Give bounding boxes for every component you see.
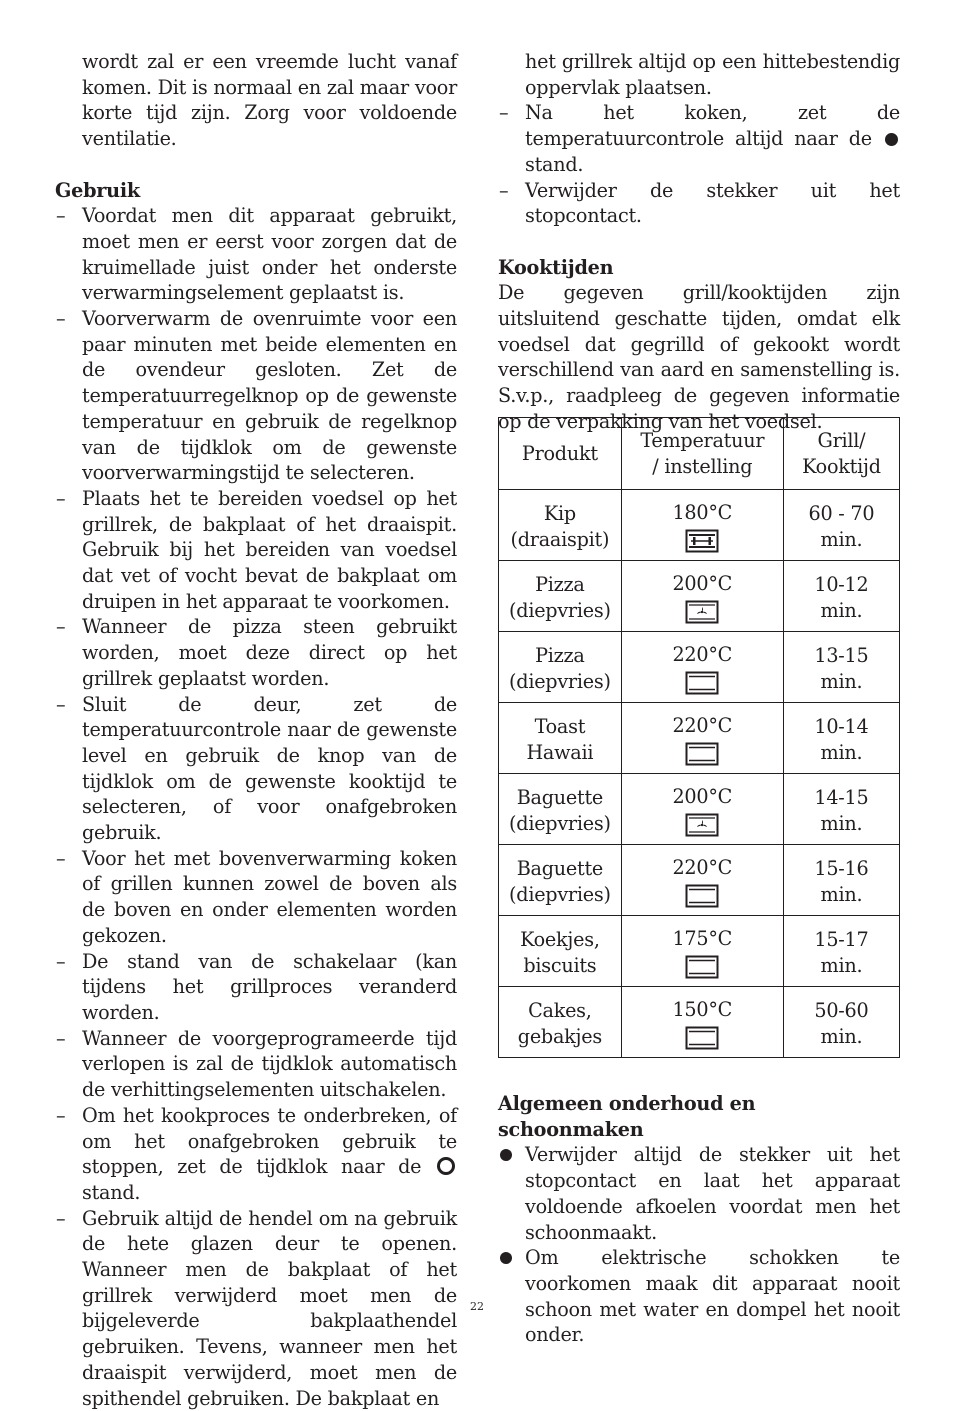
continuation-paragraph: het grillrek altijd op een hittebestendig oppervlak plaatsen. xyxy=(525,50,900,99)
cell-temperature xyxy=(621,845,783,916)
list-item: – Wanneer de voorgeprogrameerde tijd verlopen is zal de tijdklok automatisch de verhittingselementen uitschakelen. xyxy=(56,1026,457,1102)
gebruik-heading: Gebruik xyxy=(55,178,140,202)
cell-temperature xyxy=(621,987,783,1058)
table-row xyxy=(499,845,900,916)
kooktijden-paragraph: De gegeven grill/kooktijden zijn uitsluitend geschatte tijden, omdat elk voedsel dat gegrilld of gekookt wordt verschillend van aard en samenstelling is. S.v.p., raadpleeg de gegeven informatie op de verpakking van het voedsel. xyxy=(498,281,900,433)
bullet-icon xyxy=(500,1252,512,1264)
list-item: – De stand van de schakelaar (kan tijdens het grillproces veranderd worden. xyxy=(56,949,457,1024)
table-row xyxy=(499,987,900,1058)
cell-product: Toast Hawaii xyxy=(499,703,622,774)
table-row xyxy=(499,490,900,561)
cell-product: Pizza (diepvries) xyxy=(499,561,622,632)
page-number: 22 xyxy=(470,1300,484,1313)
list-item: – Om het kookproces te onderbreken, of om het onafgebroken gebruik te stoppen, zet de tijdklok naar de stand. xyxy=(56,1103,457,1204)
temperature-value: 220°C xyxy=(672,643,733,666)
table-row xyxy=(499,916,900,987)
cell-temperature xyxy=(621,703,783,774)
cell-time: 10-14 min. xyxy=(783,703,899,774)
convection-fan-icon xyxy=(622,813,783,844)
cell-product: Baguette (diepvries) xyxy=(499,774,622,845)
temperature-value: 200°C xyxy=(672,572,733,595)
list-item: – Verwijder de stekker uit het stopcontact. xyxy=(499,178,900,228)
cell-product: Cakes, gebakjes xyxy=(499,987,622,1058)
list-item: – Na het koken, zet de temperatuurcontrole altijd naar de stand. xyxy=(499,101,900,176)
top-bottom-heat-icon xyxy=(622,955,783,986)
cell-product: Pizza (diepvries) xyxy=(499,632,622,703)
top-bottom-heat-icon xyxy=(622,1026,783,1057)
cell-temperature xyxy=(621,632,783,703)
list-item: – Plaats het te bereiden voedsel op het grillrek, de bakplaat of het draaispit. Gebruik bij het bereiden van voedsel dat vet of vocht bevat de bakplaat om druipen in het apparaat te voorkomen. xyxy=(56,486,457,613)
temperature-value: 220°C xyxy=(672,856,733,879)
maintenance-list xyxy=(498,1142,900,1348)
cell-product: Kip (draaispit) xyxy=(499,490,622,561)
cell-time: 50-60 min. xyxy=(783,987,899,1058)
cell-temperature xyxy=(621,916,783,987)
cell-temperature xyxy=(621,774,783,845)
table-row xyxy=(499,703,900,774)
right-column xyxy=(498,49,900,435)
header-temperature: Temperatuur / instelling xyxy=(621,418,783,490)
off-position-dot-icon xyxy=(885,133,898,146)
cell-temperature xyxy=(621,561,783,632)
temperature-value: 180°C xyxy=(672,501,733,524)
gebruik-list xyxy=(55,203,457,1411)
cell-temperature xyxy=(621,490,783,561)
list-item: – Voor het met bovenverwarming koken of grillen kunnen zowel de boven als de boven en onder elementen worden gekozen. xyxy=(56,846,457,947)
cell-time: 60 - 70 min. xyxy=(783,490,899,561)
cell-time: 10-12 min. xyxy=(783,561,899,632)
cell-time: 15-16 min. xyxy=(783,845,899,916)
rotisserie-icon xyxy=(622,529,783,560)
cell-time: 14-15 min. xyxy=(783,774,899,845)
intro-paragraph: wordt zal er een vreemde lucht vanaf komen. Dit is normaal en zal maar voor korte tijd zijn. Zorg voor voldoende ventilatie. xyxy=(82,50,457,151)
header-product: Produkt xyxy=(499,418,622,490)
temperature-value: 150°C xyxy=(672,998,733,1021)
top-bottom-heat-icon xyxy=(622,884,783,915)
list-item: – Wanneer de pizza steen gebruikt worden, moet deze direct op het grillrek geplaatst worden. xyxy=(56,615,457,690)
maintenance-heading: Algemeen onderhoud en schoonmaken xyxy=(498,1092,756,1141)
list-item: – Sluit de deur, zet de temperatuurcontrole naar de gewenste level en gebruik de knop van de tijdklok om de gewenste kooktijd te selecteren, of voor onafgebroken gebruik. xyxy=(56,692,457,845)
left-column xyxy=(55,49,457,1411)
kooktijden-heading: Kooktijden xyxy=(498,255,614,279)
temperature-value: 200°C xyxy=(672,785,733,808)
list-item: – Voordat men dit apparaat gebruikt, moet men er eerst voor zorgen dat de kruimellade juist onder het onderste verwarmingselement geplaatst is. xyxy=(56,204,457,305)
cell-product: Koekjes, biscuits xyxy=(499,916,622,987)
top-bottom-heat-icon xyxy=(622,742,783,773)
header-time: Grill/ Kooktijd xyxy=(783,418,899,490)
cell-product: Baguette (diepvries) xyxy=(499,845,622,916)
temperature-value: 220°C xyxy=(672,714,733,737)
temperature-value: 175°C xyxy=(672,927,733,950)
cell-time: 15-17 min. xyxy=(783,916,899,987)
cooking-times-table xyxy=(498,417,900,1058)
table-row xyxy=(499,632,900,703)
top-bottom-heat-icon xyxy=(622,671,783,702)
table-header-row xyxy=(499,418,900,490)
list-item: – Gebruik altijd de hendel om na gebruik de hete glazen deur te openen. Wanneer men de bakplaat of het grillrek verwijderd moet men de bijgeleverde bakplaathendel gebruiken. Tevens, wanneer men het draaispit verwijderd, moet men de spithendel gebruiken. De bakplaat en xyxy=(56,1206,457,1410)
bullet-icon xyxy=(500,1149,512,1161)
convection-fan-icon xyxy=(622,600,783,631)
table-row xyxy=(499,774,900,845)
list-item: Om elektrische schokken te voorkomen maak dit apparaat nooit schoon met water en dompel het nooit onder. xyxy=(498,1245,900,1348)
off-position-ring-icon xyxy=(437,1157,455,1175)
cell-time: 13-15 min. xyxy=(783,632,899,703)
list-item: – Voorverwarm de ovenruimte voor een paar minuten met beide elementen en de ovendeur gesloten. Zet de temperatuurregelknop op de gewenste temperatuur en gebruik de regelknop van de tijdklok om de gewenste voorverwarmingstijd te selecteren. xyxy=(56,307,457,485)
table-row xyxy=(499,561,900,632)
list-item: Verwijder altijd de stekker uit het stopcontact en laat het apparaat voldoende afkoelen voordat men het schoonmaakt. xyxy=(498,1142,900,1245)
after-cooking-list xyxy=(498,100,900,229)
